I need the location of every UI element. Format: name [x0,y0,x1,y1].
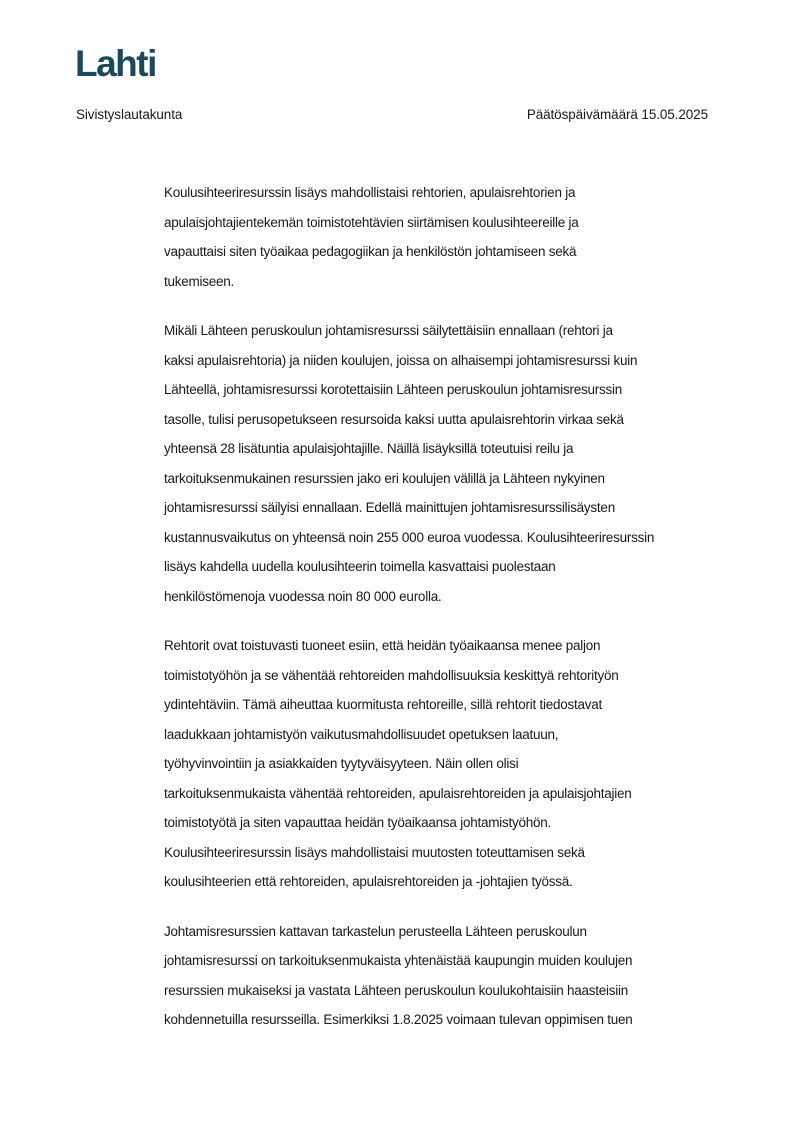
organization-name: Sivistyslautakunta [76,107,183,122]
text-line: lisäys kahdella uudella koulusihteerin toimella kasvattaisi puolestaan [164,559,556,574]
text-line: resurssien mukaiseksi ja vastata Lähteen peruskoulun koulukohtaisiin haasteisiin [164,982,629,998]
text-line: tasolle, tulisi perusopetukseen resursoida kaksi uutta apulaisrehtorin virkaa sekä [164,411,624,427]
text-line: koulusihteerien että rehtoreiden, apulaisrehtoreiden ja -johtajien työssä. [164,874,573,889]
text-line: Mikäli Lähteen peruskoulun johtamisresurssi säilytettäisiin ennallaan (rehtori ja [164,323,613,338]
text-line: työhyvinvointiin ja asiakkaiden tyytyväisyyteen. Näin ollen olisi [164,756,519,771]
text-line: kustannusvaikutus on yhteensä noin 255 000 euroa vuodessa. Koulusihteeriresurssin [164,529,655,545]
logo-wordmark: Lahti [75,46,156,82]
lahti-logo [75,46,167,82]
text-line: toimistotyötä ja siten vapauttaa heidän työaikaansa johtamistyöhön. [164,815,551,830]
paragraph [164,631,720,897]
text-line: kohdennetuilla resursseilla. Esimerkiksi 1.8.2025 voimaan tulevan oppimisen tuen [164,1012,633,1027]
text-line: Koulusihteeriresurssin lisäys mahdollistaisi rehtorien, apulaisrehtorien ja [164,185,576,200]
text-line: johtamisresurssi säilyisi ennallaan. Edellä mainittujen johtamisresurssilisäysten [164,500,615,515]
text-line: henkilöstömenoja vuodessa noin 80 000 eurolla. [164,588,442,604]
text-line: tukemiseen. [164,273,235,289]
text-line: kaksi apulaisrehtoria) ja niiden koulujen, joissa on alhaisempi johtamisresurssi kuin [164,352,638,368]
text-line: vapauttaisi siten työaikaa pedagogiikan ja henkilöstön johtamiseen sekä [164,244,577,259]
paragraph [164,917,720,1035]
text-line: apulaisjohtajientekemän toimistotehtävien siirtämisen koulusihteereille ja [164,214,579,230]
paragraph [164,316,720,611]
text-line: toimistotyöhön ja se vähentää rehtoreiden mahdollisuuksia keskittyä rehtorityön [164,667,619,683]
document-body [164,178,720,1055]
paragraph [164,178,720,296]
text-line: ydintehtäviin. Tämä aiheuttaa kuormitusta rehtoreille, sillä rehtorit tiedostavat [164,697,602,712]
text-line: yhteensä 28 lisätuntia apulaisjohtajille. Näillä lisäyksillä toteutuisi reilu ja [164,441,574,456]
text-line: Johtamisresurssien kattavan tarkastelun perusteella Lähteen peruskoulun [164,923,587,939]
text-line: laadukkaan johtamistyön vaikutusmahdollisuudet opetuksen laatuun, [164,726,559,742]
text-line: johtamisresurssi on tarkoituksenmukaista yhtenäistää kaupungin muiden koulujen [164,953,633,968]
text-line: tarkoituksenmukainen resurssien jako eri koulujen välillä ja Lähteen nykyinen [164,470,605,486]
text-line: Lähteellä, johtamisresurssi korotettaisiin Lähteen peruskoulun johtamisresurssin [164,382,622,397]
text-line: Koulusihteeriresurssin lisäys mahdollistaisi muutosten toteuttamisen sekä [164,844,585,860]
text-line: tarkoituksenmukaista vähentää rehtoreiden, apulaisrehtoreiden ja apulaisjohtajien [164,785,632,801]
decision-date: Päätöspäivämäärä 15.05.2025 [526,107,708,122]
text-line: Rehtorit ovat toistuvasti tuoneet esiin, että heidän työaikaansa menee paljon [164,638,601,653]
